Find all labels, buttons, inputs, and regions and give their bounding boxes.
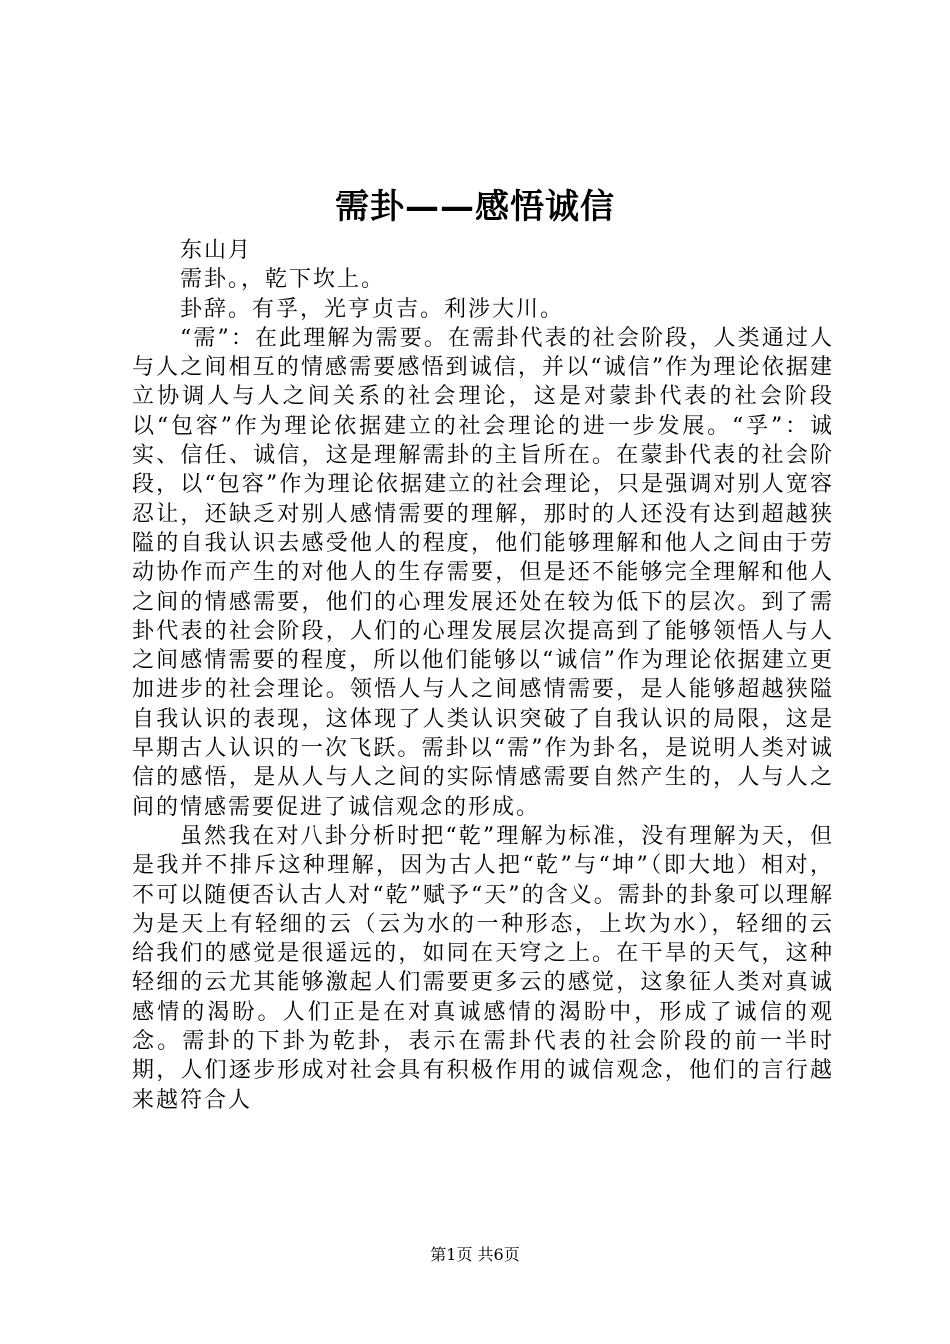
judgment-line: 卦辞。有孚，光亨贞吉。利涉大川。 <box>180 296 565 322</box>
author-line: 东山月 <box>180 238 253 263</box>
paragraph-1: “需”：在此理解为需要。在需卦代表的社会阶段，人类通过人与人之间相互的情感需要感悟到诚信，并以“诚信”作为理论依据建立协调人与人之间关系的社会理论，这是对蒙卦代表的社会阶段以“包容”作为理论依据建立的社会理论的进一步发展。“孚”：诚实、信任、诚信，这是理解需卦的主旨所在。在蒙卦代表的社会阶段，以“包容”作为理论依据建立的社会理论，只是强调对别人宽容忍让，还缺乏对别人感情需要的理解，那时的人还没有达到超越狭隘的自我认识去感受他人的程度，他们能够理解和他人之间由于劳动协作而产生的对他人的生存需要，但是还不能够完全理解和他人之间的情感需要，他们的心理发展还处在较为低下的层次。到了需卦代表的社会阶段，人们的心理发展层次提高到了能够领悟人与人之间感情需要的程度，所以他们能够以“诚信”作为理论依据建立更加进步的社会理论。领悟人与人之间感情需要，是人能够超越狭隘自我认识的表现，这体现了人类认识突破了自我认识的局限，这是早期古人认识的一次飞跃。需卦以“需”作为卦名，是说明人类对诚信的感悟，是从人与人之间的实际情感需要自然产生的，人与人之间的情感需要促进了诚信观念的形成。 <box>132 325 834 820</box>
document-body <box>132 236 834 1115</box>
paragraph-2: 虽然我在对八卦分析时把“乾”理解为标准，没有理解为天，但是我并不排斥这种理解，因为古人把“乾”与“坤”（即大地）相对，不可以随便否认古人对“乾”赋予“天”的含义。需卦的卦象可以理解为是天上有轻细的云（云为水的一种形态，上坎为水），轻细的云给我们的感觉是很遥远的，如同在天穹之上。在干旱的天气，这种轻细的云尤其能够激起人们需要更多云的感觉，这象征人类对真诚感情的渴盼。人们正是在对真诚感情的渴盼中，形成了诚信的观念。需卦的下卦为乾卦，表示在需卦代表的社会阶段的前一半时期，人们逐步形成对社会具有积极作用的诚信观念，他们的言行越来越符合人 <box>132 823 834 1113</box>
page-title: 需卦——感悟诚信 <box>335 187 615 227</box>
page-footer: 第1页 共6页 <box>430 1245 520 1264</box>
hexagram-line: 需卦。，乾下坎上。 <box>180 267 386 293</box>
